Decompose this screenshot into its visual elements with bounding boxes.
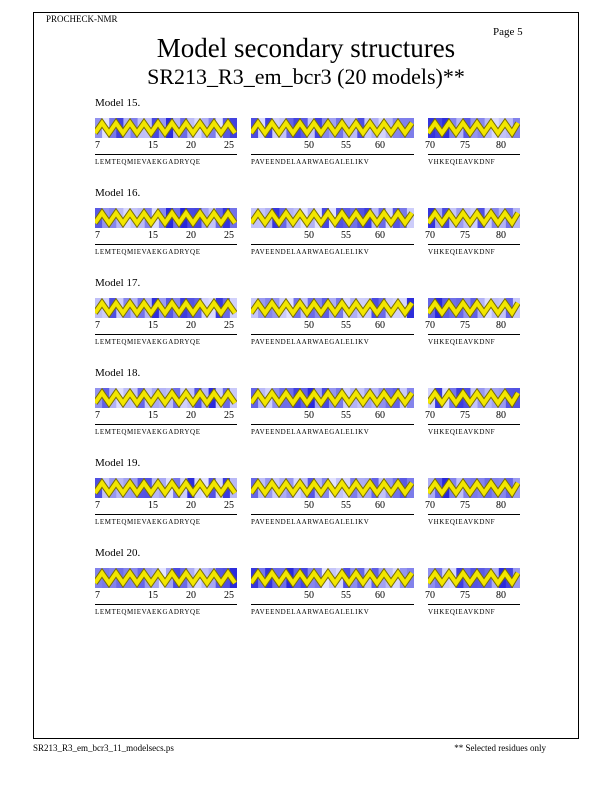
residue-sequence: VHKEQIEAVKDNF (428, 608, 496, 616)
model-label: Model 18. (95, 367, 141, 379)
model-block (0, 277, 612, 367)
residue-number-tick: 80 (496, 320, 506, 331)
residue-number-tick: 55 (341, 140, 351, 151)
residue-number-tick: 7 (95, 410, 100, 421)
residue-number-tick: 20 (186, 320, 196, 331)
model-block (0, 457, 612, 547)
residue-sequence: LEMTEQMIEVAEKGADRYQE (95, 518, 201, 526)
sequence-rule (95, 514, 237, 515)
sequence-rule (251, 424, 414, 425)
structure-strip (428, 568, 520, 588)
residue-sequence: PAVEENDELAARWAEGALELIKV (251, 428, 370, 436)
model-block (0, 97, 612, 187)
residue-number-tick: 20 (186, 410, 196, 421)
residue-number-tick: 60 (375, 140, 385, 151)
sequence-rule (428, 154, 520, 155)
structure-strip (95, 568, 237, 588)
residue-number-tick: 80 (496, 230, 506, 241)
residue-number-tick: 75 (460, 590, 470, 601)
residue-number-tick: 75 (460, 410, 470, 421)
model-label: Model 19. (95, 457, 141, 469)
sequence-rule (95, 154, 237, 155)
structure-strip (428, 388, 520, 408)
residue-sequence: VHKEQIEAVKDNF (428, 338, 496, 346)
residue-sequence: LEMTEQMIEVAEKGADRYQE (95, 248, 201, 256)
sequence-rule (95, 334, 237, 335)
sequence-rule (251, 514, 414, 515)
residue-number-tick: 60 (375, 590, 385, 601)
structure-strip (428, 478, 520, 498)
sequence-rule (251, 334, 414, 335)
structure-strip (251, 388, 414, 408)
residue-sequence: LEMTEQMIEVAEKGADRYQE (95, 338, 201, 346)
residue-sequence: VHKEQIEAVKDNF (428, 158, 496, 166)
residue-number-tick: 25 (224, 230, 234, 241)
structure-strip (428, 298, 520, 318)
residue-number-tick: 50 (304, 320, 314, 331)
residue-sequence: PAVEENDELAARWAEGALELIKV (251, 158, 370, 166)
page-number: Page 5 (493, 26, 523, 38)
residue-sequence: VHKEQIEAVKDNF (428, 248, 496, 256)
model-label: Model 20. (95, 547, 141, 559)
model-label: Model 17. (95, 277, 141, 289)
residue-number-tick: 50 (304, 410, 314, 421)
structure-strip (428, 208, 520, 228)
sequence-rule (428, 424, 520, 425)
model-label: Model 15. (95, 97, 141, 109)
residue-number-tick: 20 (186, 230, 196, 241)
residue-number-tick: 60 (375, 230, 385, 241)
residue-number-tick: 75 (460, 500, 470, 511)
residue-number-tick: 55 (341, 590, 351, 601)
residue-number-tick: 20 (186, 590, 196, 601)
residue-number-tick: 80 (496, 410, 506, 421)
page-title: Model secondary structures (156, 33, 456, 63)
residue-number-tick: 70 (425, 500, 435, 511)
residue-number-tick: 60 (375, 500, 385, 511)
sequence-rule (251, 244, 414, 245)
structure-strip (95, 298, 237, 318)
residue-number-tick: 55 (341, 320, 351, 331)
residue-number-tick: 25 (224, 500, 234, 511)
residue-sequence: PAVEENDELAARWAEGALELIKV (251, 338, 370, 346)
sequence-rule (428, 334, 520, 335)
residue-number-tick: 50 (304, 230, 314, 241)
sequence-rule (428, 514, 520, 515)
residue-number-tick: 15 (148, 500, 158, 511)
residue-number-tick: 50 (304, 500, 314, 511)
residue-sequence: PAVEENDELAARWAEGALELIKV (251, 248, 370, 256)
residue-sequence: LEMTEQMIEVAEKGADRYQE (95, 428, 201, 436)
residue-number-tick: 20 (186, 500, 196, 511)
residue-number-tick: 25 (224, 140, 234, 151)
page-subtitle: SR213_R3_em_bcr3 (20 models)** (147, 64, 465, 89)
model-block (0, 187, 612, 277)
residue-number-tick: 80 (496, 500, 506, 511)
structure-strip (428, 118, 520, 138)
residue-number-tick: 25 (224, 410, 234, 421)
residue-number-tick: 70 (425, 230, 435, 241)
residue-sequence: VHKEQIEAVKDNF (428, 428, 496, 436)
sequence-rule (251, 604, 414, 605)
structure-strip (95, 388, 237, 408)
structure-strip (251, 478, 414, 498)
residue-number-tick: 15 (148, 320, 158, 331)
residue-number-tick: 55 (341, 500, 351, 511)
residue-number-tick: 70 (425, 140, 435, 151)
residue-sequence: LEMTEQMIEVAEKGADRYQE (95, 158, 201, 166)
sequence-rule (95, 244, 237, 245)
sequence-rule (428, 604, 520, 605)
structure-strip (251, 118, 414, 138)
structure-strip (95, 118, 237, 138)
model-label: Model 16. (95, 187, 141, 199)
structure-strip (251, 568, 414, 588)
residue-number-tick: 75 (460, 230, 470, 241)
residue-number-tick: 70 (425, 410, 435, 421)
residue-sequence: VHKEQIEAVKDNF (428, 518, 496, 526)
residue-number-tick: 7 (95, 590, 100, 601)
residue-sequence: PAVEENDELAARWAEGALELIKV (251, 518, 370, 526)
residue-number-tick: 15 (148, 590, 158, 601)
sequence-rule (251, 154, 414, 155)
residue-number-tick: 60 (375, 320, 385, 331)
residue-number-tick: 15 (148, 230, 158, 241)
residue-number-tick: 50 (304, 140, 314, 151)
residue-number-tick: 55 (341, 230, 351, 241)
structure-strip (95, 208, 237, 228)
residue-sequence: PAVEENDELAARWAEGALELIKV (251, 608, 370, 616)
residue-number-tick: 25 (224, 590, 234, 601)
structure-strip (251, 298, 414, 318)
residue-number-tick: 7 (95, 140, 100, 151)
residue-number-tick: 80 (496, 140, 506, 151)
residue-number-tick: 55 (341, 410, 351, 421)
residue-sequence: LEMTEQMIEVAEKGADRYQE (95, 608, 201, 616)
residue-number-tick: 80 (496, 590, 506, 601)
residue-number-tick: 75 (460, 320, 470, 331)
footer-note: ** Selected residues only (454, 743, 546, 753)
model-block (0, 547, 612, 637)
residue-number-tick: 70 (425, 320, 435, 331)
footer-filename: SR213_R3_em_bcr3_11_modelsecs.ps (33, 743, 174, 753)
residue-number-tick: 7 (95, 230, 100, 241)
sequence-rule (428, 244, 520, 245)
residue-number-tick: 15 (148, 410, 158, 421)
sequence-rule (95, 604, 237, 605)
program-name: PROCHECK-NMR (46, 14, 118, 24)
residue-number-tick: 7 (95, 320, 100, 331)
structure-strip (251, 208, 414, 228)
residue-number-tick: 50 (304, 590, 314, 601)
residue-number-tick: 70 (425, 590, 435, 601)
residue-number-tick: 60 (375, 410, 385, 421)
residue-number-tick: 75 (460, 140, 470, 151)
residue-number-tick: 25 (224, 320, 234, 331)
sequence-rule (95, 424, 237, 425)
residue-number-tick: 20 (186, 140, 196, 151)
model-block (0, 367, 612, 457)
structure-strip (95, 478, 237, 498)
residue-number-tick: 7 (95, 500, 100, 511)
residue-number-tick: 15 (148, 140, 158, 151)
